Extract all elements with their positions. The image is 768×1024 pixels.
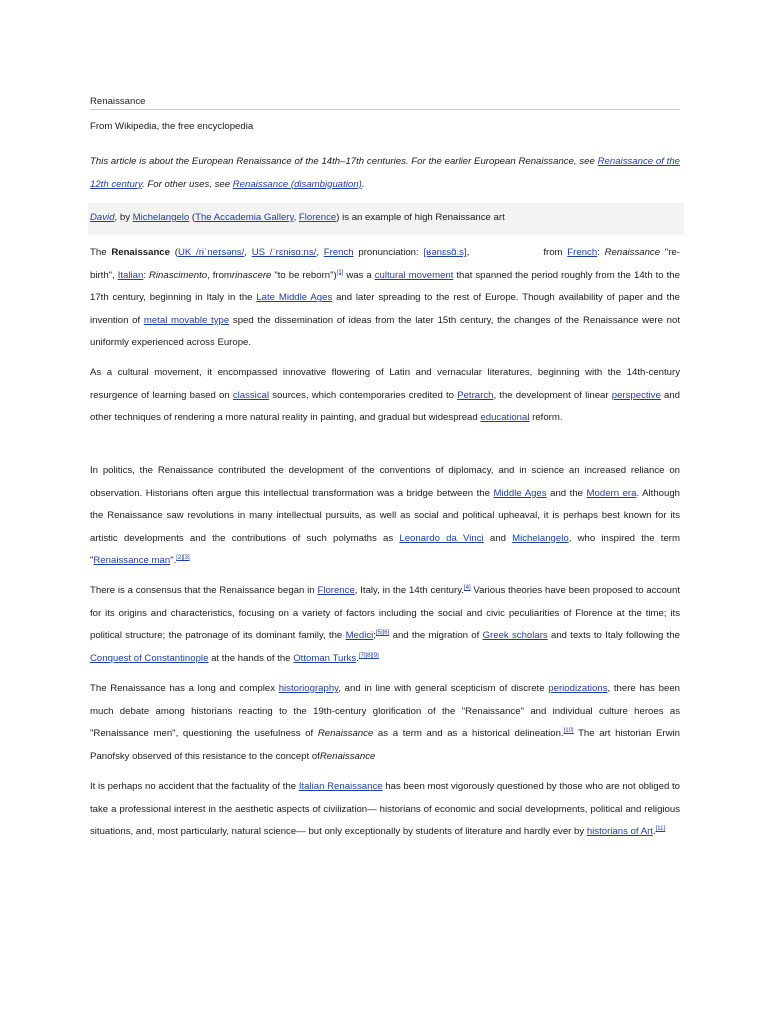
paragraph-historiography: The Renaissance has a long and complex historiography, and in line with general scepticism of discrete periodizations, there has been much debate among historians reacting to the 19th-century glorification of the "Renaissance" and individual culture heroes as "Renaissance men", questioning the usefulness of Renaissance as a term and as a historical delineation.[10] The art historian Erwin Panofsky observed of this resistance to the concept ofRenaissance (90, 683, 681, 762)
link-conquest-of-constantinople[interactable]: Conquest of Constantinople (90, 652, 209, 664)
citation-11[interactable]: [11] (655, 826, 666, 832)
link-italian[interactable]: Italian (117, 269, 144, 281)
paragraph-cultural-movement: As a cultural movement, it encompassed innovative flowering of Latin and vernacular literatures, beginning with the 14th-century resurgence of learning based on classical sources, which contemporaries credited to Petrarch, the development of linear perspective and other techniques of rendering a more natural reality in painting, and gradual but widespread educational reform. (90, 367, 680, 424)
link-french-ipa[interactable]: [ʁənɛsɑ̃ːs] (423, 247, 467, 258)
image-caption: David, by Michelangelo (The Accademia Gallery, Florence) is an example of high Renaissance art (88, 203, 684, 235)
paragraph-politics: In politics, the Renaissance contributed the development of the conventions of diplomacy, and in science an increased reliance on observation. Historians often argue this intellectual transformation was a bridge between the Middle Ages and the Modern era. Although the Renaissance saw revolutions in many intellectual pursuits, as well as social and political upheaval, it is perhaps best known for its artistic developments and the contributions of such polymaths as Leonardo da Vinci and Michelangelo, who inspired the term "Renaissance man".[2][3] (90, 465, 681, 567)
bold-term: Renaissance (111, 247, 170, 258)
link-historiography[interactable]: historiography (278, 683, 339, 694)
link-historians-of-art[interactable]: historians of Art (586, 826, 653, 838)
link-medici[interactable]: Medici (345, 630, 374, 642)
link-us-pronunciation[interactable]: US /ˈrɛnɨsɑːns/ (251, 247, 317, 258)
link-french-2[interactable]: French (567, 247, 598, 258)
citation-4[interactable]: [4] (463, 584, 471, 591)
link-classical[interactable]: classical (232, 389, 270, 401)
link-perspective[interactable]: perspective (611, 389, 661, 401)
link-periodizations[interactable]: periodizations (548, 683, 608, 694)
link-greek-scholars[interactable]: Greek scholars (482, 630, 548, 642)
link-renaissance-man[interactable]: Renaissance man (93, 555, 171, 567)
link-metal-movable-type[interactable]: metal movable type (143, 314, 230, 326)
link-italian-renaissance[interactable]: Italian Renaissance (298, 781, 383, 792)
link-modern-era[interactable]: Modern era (586, 487, 637, 499)
link-accademia-gallery[interactable]: The Accademia Gallery (195, 212, 294, 223)
link-cultural-movement[interactable]: cultural movement (374, 269, 454, 281)
link-david[interactable]: David (90, 212, 115, 223)
citation-1[interactable]: [1] (336, 269, 344, 276)
link-michelangelo-2[interactable]: Michelangelo (512, 532, 569, 544)
citation-2-3[interactable]: [2][3] (176, 555, 190, 562)
paragraph-intro: The Renaissance (UK /rɨˈneɪsəns/, US /ˈrɛnɨsɑːns/, French pronunciation: [ʁənɛsɑ̃ːs], from French: Renaissance "re-birth", Italian: Rinascimento, fromrinascere "to be reborn")[1] was a cultural movement that spanned the period roughly from the 14th to the 17th century, beginning in Italy in the Late Middle Ages and later spreading to the rest of Europe. Though availability of paper and the invention of metal movable type sped the dissemination of ideas from the later 15th century, the changes of the Renaissance were not uniformly experienced across Europe. (90, 247, 680, 349)
link-leonardo-da-vinci[interactable]: Leonardo da Vinci (399, 532, 484, 544)
link-educational[interactable]: educational (480, 412, 530, 424)
citation-5-6[interactable]: [5][6] (375, 630, 390, 636)
link-petrarch[interactable]: Petrarch (457, 389, 494, 401)
link-florence[interactable]: Florence (298, 212, 337, 223)
page-title: Renaissance (90, 96, 146, 107)
title-divider (90, 109, 680, 110)
link-florence-2[interactable]: Florence (317, 585, 355, 596)
link-renaissance-12th-century[interactable]: Renaissance of the 12th century (90, 156, 680, 190)
source-line: From Wikipedia, the free encyclopedia (90, 121, 254, 132)
citation-10[interactable]: [10] (563, 728, 574, 734)
citation-7-8-9[interactable]: [7][8][9] (358, 652, 379, 659)
link-late-middle-ages[interactable]: Late Middle Ages (256, 292, 333, 304)
paragraph-panofsky-quote: It is perhaps no accident that the factuality of the Italian Renaissance has been most vigorously questioned by those who are not obliged to take a professional interest in the aesthetic aspects of civilization— historians of economic and social developments, political and religious situations, and, most particularly, natural science— but only exceptionally by students of literature and hardly ever by historians of Art.[11] (90, 781, 680, 838)
link-ottoman-turks[interactable]: Ottoman Turks (293, 652, 357, 664)
paragraph-origins: There is a consensus that the Renaissance began in Florence, Italy, in the 14th century.[4] Various theories have been proposed to account for its origins and characteristics, focusing on a variety of factors including the social and civic peculiarities of Florence at the time; its political structure; the patronage of its dominant family, the Medici;[5][6] and the migration of Greek scholars and texts to Italy following the Conquest of Constantinople at the hands of the Ottoman Turks.[7][8][9] (90, 584, 681, 664)
link-uk-pronunciation[interactable]: UK /rɨˈneɪsəns/ (177, 247, 245, 258)
hatnote: This article is about the European Renaissance of the 14th–17th centuries. For the earlier European Renaissance, see Renaissance of the 12th century. For other uses, see Renaissance (disambiguation). (90, 156, 680, 190)
link-french[interactable]: French (323, 247, 354, 258)
link-renaissance-disambiguation[interactable]: Renaissance (disambiguation) (232, 178, 362, 190)
link-middle-ages[interactable]: Middle Ages (493, 487, 547, 499)
link-michelangelo[interactable]: Michelangelo (132, 212, 190, 223)
